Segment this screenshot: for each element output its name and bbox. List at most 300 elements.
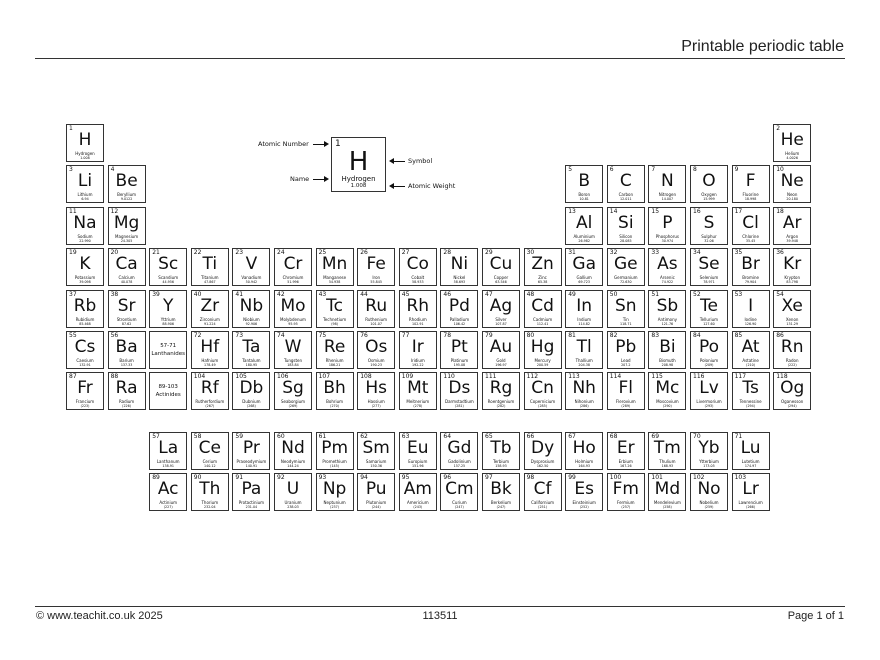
element-symbol: U <box>286 479 300 499</box>
element-symbol: Ar <box>782 213 802 233</box>
atomic-weight: 162.50 <box>536 464 549 468</box>
element-cell-boron <box>565 165 603 203</box>
atomic-weight: 126.90 <box>744 322 757 326</box>
element-name: Fluorine <box>742 192 759 197</box>
element-symbol: Si <box>618 213 634 233</box>
atomic-number: 78 <box>443 332 452 339</box>
element-symbol: Ga <box>572 254 596 274</box>
element-cell-americium <box>399 473 437 511</box>
element-symbol: Sc <box>158 254 179 274</box>
atomic-number: 19 <box>69 249 77 256</box>
element-cell-tennessine <box>732 372 770 410</box>
element-name: Uranium <box>284 500 302 505</box>
atomic-weight: 28.085 <box>620 239 632 243</box>
element-symbol: Np <box>322 479 347 499</box>
element-cell-silver <box>482 290 520 328</box>
element-symbol: Li <box>77 171 93 191</box>
atomic-weight: 101.07 <box>370 322 382 326</box>
atomic-number: 54 <box>776 291 784 298</box>
element-cell-cerium <box>191 432 229 470</box>
element-cell-barium <box>108 331 146 369</box>
element-symbol: O <box>702 171 716 191</box>
atomic-number: 56 <box>110 332 119 339</box>
element-cell-roentgenium <box>482 372 520 410</box>
element-symbol: Fe <box>366 254 386 274</box>
element-symbol: Cm <box>445 479 474 499</box>
element-symbol: Sg <box>282 378 304 398</box>
element-cell-plutonium <box>357 473 395 511</box>
atomic-weight: 39.098 <box>79 280 91 284</box>
atomic-weight: 190.23 <box>370 363 382 367</box>
atomic-number: 66 <box>526 433 535 440</box>
atomic-weight: (258) <box>662 505 672 509</box>
atomic-number: 14 <box>609 208 618 215</box>
element-symbol: Bh <box>323 378 346 398</box>
element-cell-zinc <box>524 248 562 286</box>
atomic-weight: 32.06 <box>704 239 714 243</box>
arrow-right-icon <box>313 179 327 180</box>
footer-code: 113511 <box>422 610 458 622</box>
atomic-number: 4 <box>110 166 115 173</box>
atomic-number: 59 <box>235 433 244 440</box>
element-symbol: Gd <box>447 438 472 458</box>
legend-weight: 1.008 <box>350 183 367 189</box>
atomic-weight: 39.948 <box>786 239 798 243</box>
element-name: Rubidium <box>75 317 95 322</box>
element-symbol: Rb <box>73 296 97 316</box>
element-name: Selenium <box>699 275 719 280</box>
atomic-number: 79 <box>485 332 493 339</box>
element-name: Argon <box>786 234 799 239</box>
atomic-number: 110 <box>443 373 455 380</box>
element-cell-darmstadtium <box>440 372 478 410</box>
element-symbol: Fr <box>77 378 93 398</box>
atomic-number: 13 <box>568 208 576 215</box>
atomic-weight: (222) <box>787 363 797 367</box>
element-cell-hassium <box>357 372 395 410</box>
atomic-weight: (268) <box>246 404 256 408</box>
element-name: Praseodymium <box>236 459 267 464</box>
element-symbol: Mo <box>280 296 306 316</box>
atomic-number: 62 <box>360 433 368 440</box>
element-name: Tennessine <box>739 399 762 404</box>
element-cell-holmium <box>565 432 603 470</box>
element-name: Astatine <box>742 358 759 363</box>
element-cell-helium <box>773 124 811 162</box>
page-title: Printable periodic table <box>681 38 844 55</box>
element-cell-fermium <box>607 473 645 511</box>
atomic-number: 36 <box>776 249 784 256</box>
element-cell-xenon <box>773 290 811 328</box>
element-cell-polonium <box>690 331 728 369</box>
element-cell-tellurium <box>690 290 728 328</box>
actinides-placeholder <box>149 372 187 410</box>
element-symbol: Na <box>73 213 97 233</box>
atomic-weight: (289) <box>621 404 631 408</box>
element-symbol: Te <box>700 296 718 316</box>
atomic-weight: 140.91 <box>245 464 258 468</box>
element-name: Bromine <box>742 275 759 280</box>
element-name: Helium <box>785 151 800 156</box>
atomic-weight: 35.45 <box>745 239 756 243</box>
atomic-weight: 78.971 <box>703 280 715 284</box>
element-symbol: Lr <box>742 479 759 499</box>
element-cell-lutetium <box>732 432 770 470</box>
element-cell-strontium <box>108 290 146 328</box>
atomic-weight: (209) <box>704 363 714 367</box>
element-symbol: V <box>245 254 258 274</box>
element-cell-gold <box>482 331 520 369</box>
element-cell-rutherfordium <box>191 372 229 410</box>
element-cell-beryllium <box>108 165 146 203</box>
footer-page: Page 1 of 1 <box>787 610 844 622</box>
atomic-weight: (294) <box>787 404 797 408</box>
atomic-number: 57 <box>152 433 160 440</box>
element-symbol: Eu <box>407 438 429 458</box>
element-name: Niobium <box>243 317 260 322</box>
element-symbol: Po <box>698 337 720 357</box>
element-name: Nihonium <box>574 399 594 404</box>
atomic-weight: (281) <box>454 404 464 408</box>
atomic-weight: 58.933 <box>412 280 424 284</box>
element-symbol: Bi <box>659 337 676 357</box>
element-symbol: Cf <box>533 479 552 499</box>
element-symbol: Ir <box>411 337 424 357</box>
atomic-number: 15 <box>651 208 660 215</box>
element-symbol: Xe <box>781 296 803 316</box>
lanthanides-placeholder <box>149 331 187 369</box>
element-cell-mercury <box>524 331 562 369</box>
element-name: Manganese <box>323 275 347 280</box>
atomic-weight: 158.93 <box>495 464 507 468</box>
element-name: Oganesson <box>781 399 804 404</box>
atomic-number: 80 <box>526 332 535 339</box>
atomic-weight: 24.305 <box>120 239 133 243</box>
atomic-number: 93 <box>318 474 327 481</box>
element-symbol: Ge <box>613 254 638 274</box>
element-symbol: Pm <box>321 438 348 458</box>
atomic-number: 68 <box>609 433 618 440</box>
atomic-number: 17 <box>734 208 743 215</box>
atomic-number: 18 <box>776 208 784 215</box>
element-cell-nickel <box>440 248 478 286</box>
element-name: Copernicium <box>529 399 556 404</box>
element-cell-astatine <box>732 331 770 369</box>
element-cell-titanium <box>191 248 229 286</box>
element-symbol: Db <box>239 378 264 398</box>
atomic-number: 94 <box>360 474 368 481</box>
element-symbol: Rg <box>489 378 513 398</box>
atomic-weight: (277) <box>371 404 381 408</box>
element-name: Chromium <box>282 275 304 280</box>
element-name: Tantalum <box>242 358 261 363</box>
atomic-weight: 9.0122 <box>120 197 133 201</box>
element-cell-lanthanum <box>149 432 187 470</box>
element-cell-bohrium <box>316 372 354 410</box>
atomic-weight: (227) <box>163 505 173 509</box>
element-symbol: Pt <box>450 337 468 357</box>
element-name: Lanthanum <box>156 459 180 464</box>
element-cell-aluminium <box>565 207 603 245</box>
element-symbol: Co <box>406 254 429 274</box>
atomic-number: 34 <box>693 249 701 256</box>
atomic-weight: 72.630 <box>620 280 632 284</box>
element-symbol: Rf <box>200 378 219 398</box>
element-cell-iodine <box>732 290 770 328</box>
atomic-number: 117 <box>734 373 747 380</box>
atomic-number: 105 <box>235 373 247 380</box>
element-cell-krypton <box>773 248 811 286</box>
element-symbol: Ti <box>202 254 218 274</box>
element-symbol: Tc <box>326 296 344 316</box>
atomic-number: 116 <box>693 373 705 380</box>
element-cell-thulium <box>648 432 686 470</box>
atomic-number: 112 <box>526 373 539 380</box>
atomic-number: 37 <box>69 291 77 298</box>
element-name: Rhodium <box>408 317 427 322</box>
element-symbol: Hf <box>200 337 220 357</box>
element-symbol: Lu <box>740 438 761 458</box>
element-symbol: Ag <box>489 296 513 316</box>
element-name: Aluminium <box>573 234 595 239</box>
atomic-weight: 12.011 <box>620 197 632 201</box>
atomic-number: 61 <box>318 433 327 440</box>
arrow-right-icon <box>313 144 327 145</box>
atomic-number: 58 <box>193 433 202 440</box>
element-symbol: Mg <box>113 213 140 233</box>
atomic-weight: 183.84 <box>287 363 299 367</box>
element-name: Lutetium <box>741 459 760 464</box>
element-name: Holmium <box>575 459 594 464</box>
atomic-weight: 22.990 <box>79 239 91 243</box>
element-name: Barium <box>119 358 134 363</box>
element-name: Cobalt <box>411 275 425 280</box>
element-symbol: Be <box>115 171 138 191</box>
element-symbol: Tb <box>490 438 512 458</box>
element-cell-dysprosium <box>524 432 562 470</box>
atomic-number: 60 <box>277 433 285 440</box>
element-cell-yttrium <box>149 290 187 328</box>
atomic-weight: (266) <box>746 505 756 509</box>
element-cell-oganesson <box>773 372 811 410</box>
element-cell-copper <box>482 248 520 286</box>
element-cell-sulphur <box>690 207 728 245</box>
atomic-number: 76 <box>360 332 368 339</box>
placeholder-label: 89-103 Actinides <box>155 384 181 398</box>
element-name: Zirconium <box>199 317 220 322</box>
element-symbol: Ru <box>365 296 388 316</box>
atomic-weight: 231.04 <box>245 505 258 509</box>
atomic-weight: (145) <box>330 464 340 468</box>
element-cell-copernicium <box>524 372 562 410</box>
atomic-weight: (244) <box>371 505 381 509</box>
element-cell-neodymium <box>274 432 312 470</box>
atomic-weight: 69.723 <box>578 280 590 284</box>
atomic-weight: 26.982 <box>578 239 590 243</box>
atomic-number: 64 <box>443 433 452 440</box>
atomic-weight: 138.91 <box>162 464 174 468</box>
element-name: Cadmium <box>532 317 553 322</box>
legend-sample-cell <box>331 137 386 192</box>
element-name: Polonium <box>699 358 719 363</box>
atomic-number: 50 <box>609 291 618 298</box>
atomic-weight: 40.078 <box>120 280 133 284</box>
atomic-number: 85 <box>734 332 743 339</box>
element-symbol: Rn <box>780 337 804 357</box>
element-symbol: W <box>284 337 302 357</box>
element-name: Darmstadtium <box>445 399 474 404</box>
element-name: Thallium <box>575 358 593 363</box>
element-cell-osmium <box>357 331 395 369</box>
element-symbol: Sm <box>362 438 390 458</box>
element-name: Thorium <box>201 500 219 505</box>
atomic-number: 103 <box>734 474 747 481</box>
element-name: Boron <box>578 192 591 197</box>
element-symbol: H <box>78 130 92 150</box>
element-name: Technetium <box>323 317 347 322</box>
element-cell-thorium <box>191 473 229 511</box>
element-name: Plutonium <box>366 500 387 505</box>
element-cell-californium <box>524 473 562 511</box>
arrow-left-icon <box>391 186 405 187</box>
element-symbol: Nd <box>281 438 305 458</box>
atomic-weight: 167.26 <box>620 464 632 468</box>
element-symbol: Rh <box>406 296 430 316</box>
element-cell-vanadium <box>232 248 270 286</box>
element-symbol: Es <box>574 479 594 499</box>
atomic-weight: 232.04 <box>204 505 216 509</box>
element-symbol: Am <box>403 479 432 499</box>
element-cell-calcium <box>108 248 146 286</box>
element-name: Iridium <box>410 358 425 363</box>
element-symbol: Fl <box>618 378 634 398</box>
atomic-weight: 112.41 <box>536 322 549 326</box>
element-name: Gold <box>496 358 506 363</box>
atomic-weight: 178.49 <box>204 363 216 367</box>
element-symbol: Mn <box>321 254 348 274</box>
atomic-number: 70 <box>693 433 701 440</box>
atomic-weight: (247) <box>496 505 506 509</box>
element-cell-sodium <box>66 207 104 245</box>
element-name: Molybdenum <box>280 317 306 322</box>
element-name: Europium <box>408 459 428 464</box>
atomic-number: 75 <box>318 332 327 339</box>
element-name: Silicon <box>619 234 633 239</box>
atomic-number: 84 <box>693 332 701 339</box>
element-symbol: Tm <box>653 438 681 458</box>
element-symbol: Se <box>698 254 720 274</box>
atomic-weight: 55.845 <box>370 280 382 284</box>
element-symbol: Sb <box>656 296 679 316</box>
atomic-number: 67 <box>568 433 576 440</box>
atomic-weight: 102.91 <box>412 322 424 326</box>
atomic-weight: (259) <box>704 505 714 509</box>
footer-divider <box>35 606 845 607</box>
element-name: Neptunium <box>323 500 346 505</box>
element-cell-lead <box>607 331 645 369</box>
element-name: Yttrium <box>160 317 176 322</box>
atomic-number: 109 <box>401 373 414 380</box>
element-symbol: Au <box>489 337 513 357</box>
atomic-number: 43 <box>318 291 327 298</box>
atomic-number: 111 <box>485 373 497 380</box>
atomic-number: 88 <box>110 373 119 380</box>
element-cell-protactinium <box>232 473 270 511</box>
atomic-number: 69 <box>651 433 660 440</box>
atomic-number: 51 <box>651 291 660 298</box>
atomic-weight: 92.906 <box>245 322 258 326</box>
element-symbol: Sr <box>117 296 136 316</box>
element-cell-meitnerium <box>399 372 437 410</box>
element-name: Strontium <box>116 317 137 322</box>
atomic-weight: 168.93 <box>661 464 674 468</box>
atomic-number: 11 <box>69 208 77 215</box>
atomic-number: 9 <box>734 166 739 173</box>
atomic-number: 87 <box>69 373 77 380</box>
atomic-number: 73 <box>235 332 244 339</box>
atomic-weight: 10.81 <box>579 197 589 201</box>
element-cell-argon <box>773 207 811 245</box>
atomic-weight: 132.91 <box>79 363 91 367</box>
atomic-weight: (290) <box>662 404 672 408</box>
element-name: Sodium <box>77 234 93 239</box>
element-symbol: Y <box>162 296 174 316</box>
atomic-weight: 121.76 <box>661 322 674 326</box>
element-cell-lawrencium <box>732 473 770 511</box>
element-cell-chromium <box>274 248 312 286</box>
element-name: Neon <box>786 192 798 197</box>
element-symbol: P <box>662 213 673 233</box>
element-symbol: Pr <box>242 438 260 458</box>
element-name: Calcium <box>118 275 135 280</box>
element-name: Nitrogen <box>658 192 676 197</box>
element-cell-oxygen <box>690 165 728 203</box>
atomic-number: 77 <box>401 332 410 339</box>
atomic-number: 102 <box>693 474 705 481</box>
atomic-weight: 118.71 <box>620 322 632 326</box>
element-name: Arsenic <box>660 275 675 280</box>
element-symbol: Ra <box>115 378 138 398</box>
element-symbol: Hg <box>530 337 555 357</box>
element-cell-selenium <box>690 248 728 286</box>
element-name: Tin <box>622 317 629 322</box>
element-name: Radon <box>785 358 799 363</box>
element-name: Mendelevium <box>653 500 681 505</box>
element-name: Protactinium <box>238 500 265 505</box>
element-cell-dubnium <box>232 372 270 410</box>
element-cell-arsenic <box>648 248 686 286</box>
legend-name: Hydrogen <box>341 175 376 183</box>
element-symbol: Tl <box>576 337 592 357</box>
element-symbol: C <box>619 171 632 191</box>
atomic-weight: (293) <box>704 404 714 408</box>
element-symbol: No <box>697 479 721 499</box>
atomic-weight: (278) <box>413 404 423 408</box>
element-name: Lead <box>620 358 631 363</box>
atomic-weight: 131.29 <box>786 322 798 326</box>
element-name: Hassium <box>367 399 385 404</box>
atomic-number: 23 <box>235 249 244 256</box>
atomic-weight: 18.998 <box>744 197 757 201</box>
atomic-weight: (285) <box>538 404 548 408</box>
atomic-number: 89 <box>152 474 160 481</box>
element-symbol: I <box>748 296 754 316</box>
atomic-weight: 20.180 <box>786 197 798 201</box>
element-name: Magnesium <box>115 234 139 239</box>
atomic-weight: (243) <box>413 505 423 509</box>
element-cell-praseodymium <box>232 432 270 470</box>
element-name: Mercury <box>534 358 551 363</box>
